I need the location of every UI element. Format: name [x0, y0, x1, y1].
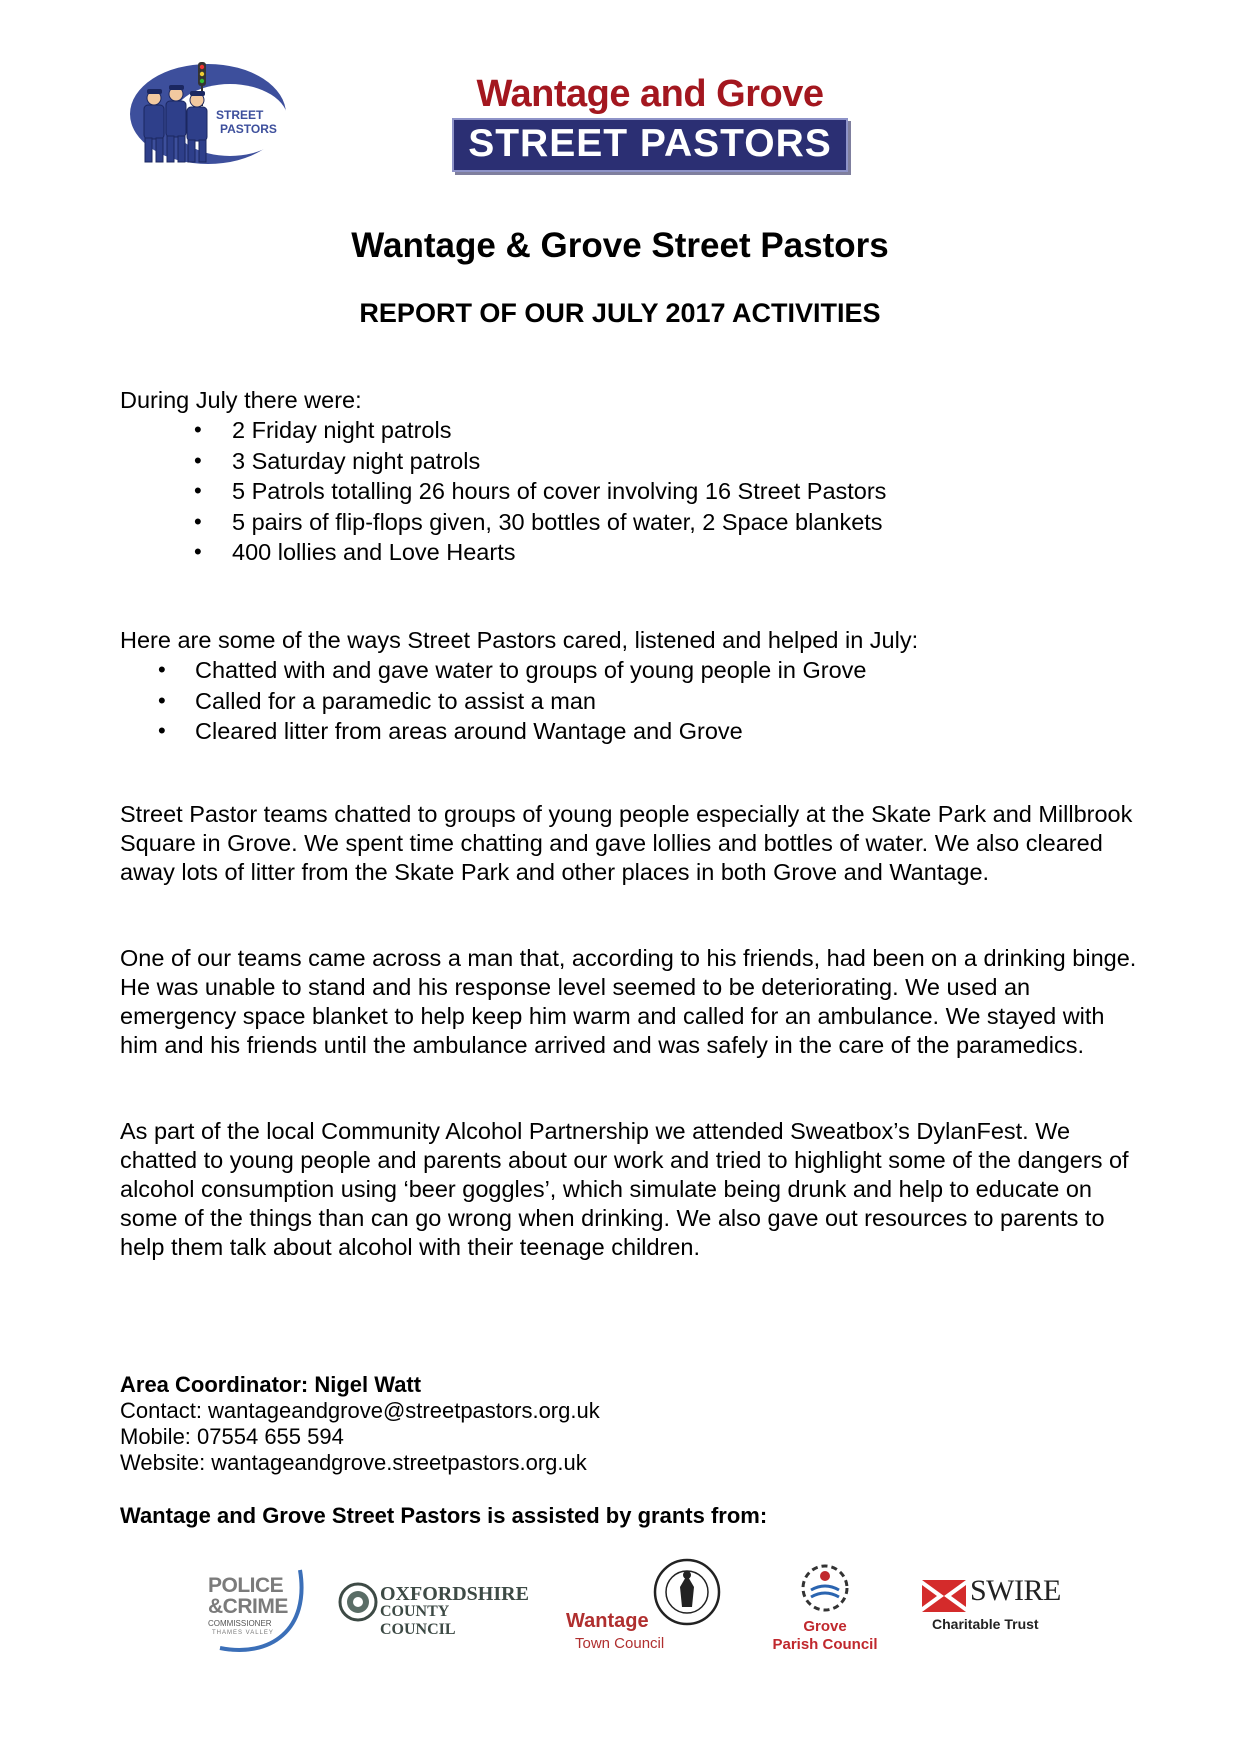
paragraph-skate-park: Street Pastor teams chatted to groups of young people especially at the Skate Park and Millbrook Square in Grove. We spent time chatting and gave lollies and bottles of water. We also cleared away lots of litter from the Skate Park and other places in both Grove and Wantage. — [120, 801, 1133, 885]
street-pastors-logo — [120, 58, 290, 176]
swire-charitable-trust-logo: SWIRE Charitable Trust — [920, 1572, 1070, 1642]
parish-crest-icon — [797, 1560, 853, 1616]
list-item: • 5 Patrols totalling 26 hours of cover involving 16 Street Pastors — [194, 478, 887, 504]
paragraph-dylanfest: As part of the local Community Alcohol Partnership we attended Sweatbox’s DylanFest. We chatted to young people and parents about our work and tried to highlight some of the dangers of alcohol consumption using ‘beer goggles’, which simulate being drunk and help to educate on some of the things than can go wrong when drinking. We also gave out resources to parents to help them talk about alcohol with their teenage children. — [120, 1118, 1129, 1260]
oxfordshire-county-council-logo: OXFORDSHIRE COUNTY COUNCIL — [338, 1580, 518, 1630]
area-coordinator: Area Coordinator: Nigel Watt — [120, 1372, 422, 1397]
town-council-seal-icon — [652, 1555, 722, 1629]
list-item: • 3 Saturday night patrols — [194, 447, 481, 474]
grove-parish-council-logo: Grove Parish Council — [765, 1560, 885, 1660]
grants-heading: Wantage and Grove Street Pastors is assisted by grants from: — [120, 1503, 768, 1528]
list-item: • Cleared litter from areas around Wantage and Grove — [158, 718, 743, 744]
list-item: • 5 pairs of flip-flops given, 30 bottles of water, 2 Space blankets — [194, 508, 883, 535]
list-item: • Chatted with and gave water to groups of young people in Grove — [158, 657, 867, 683]
paragraph-ambulance: One of our teams came across a man that, according to his friends, had been on a drinking binge. He was unable to stand and his response level seemed to be deteriorating. We used an emergency space blanket to help keep him warm and called for an ambulance. We stayed with him and his friends until the ambulance arrived and was safely in the care of the paramedics. — [120, 945, 1137, 1058]
list-item: • Called for a paramedic to assist a man — [158, 687, 596, 714]
stats-list — [120, 415, 1140, 568]
header-banner — [445, 74, 855, 172]
contact-mobile: Mobile: 07554 655 594 — [120, 1424, 344, 1449]
contact-website: Website: wantageandgrove.streetpastors.org.uk — [120, 1450, 587, 1475]
banner-line1: Wantage and Grove — [476, 73, 824, 115]
ways-section — [120, 626, 1140, 747]
report-subtitle: REPORT OF OUR JULY 2017 ACTIVITIES — [359, 298, 881, 328]
banner-line2: STREET PASTORS — [452, 118, 848, 172]
list-item: • 400 lollies and Love Hearts — [194, 539, 516, 565]
wantage-town-council-logo: Wantage Town Council — [560, 1555, 740, 1665]
county-crest-icon — [338, 1580, 378, 1624]
stats-section — [120, 386, 1140, 568]
ways-intro: Here are some of the ways Street Pastors cared, listened and helped in July: — [120, 627, 919, 653]
list-item: • 2 Friday night patrols — [194, 417, 452, 443]
logo-text-street: STREET — [216, 108, 264, 122]
logo-text-pastors: PASTORS — [220, 122, 277, 136]
stats-intro: During July there were: — [120, 387, 362, 413]
page-title: Wantage & Grove Street Pastors — [351, 226, 889, 265]
contact-block — [120, 1372, 600, 1476]
ways-list — [120, 655, 1140, 747]
swire-flag-icon — [922, 1580, 966, 1612]
police-crime-commissioner-logo: POLICE &CRIME COMMISSIONER THAMES VALLEY — [200, 1560, 315, 1655]
street-pastors-figures-icon — [120, 58, 290, 176]
contact-email: Contact: wantageandgrove@streetpastors.org.uk — [120, 1398, 600, 1423]
